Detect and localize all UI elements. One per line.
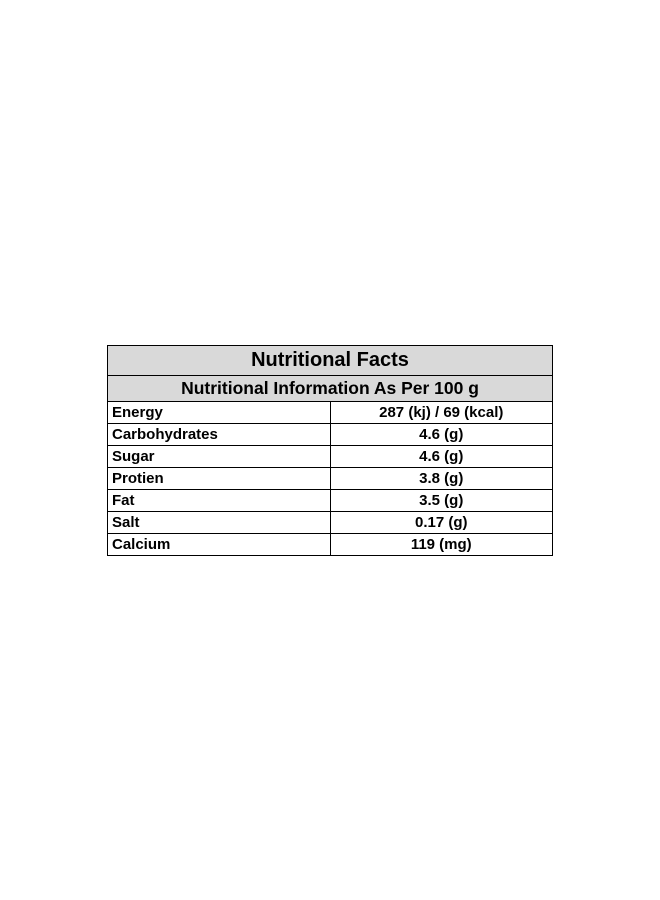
nutrient-value: 4.6 (g) bbox=[330, 424, 553, 446]
table-row bbox=[108, 534, 553, 556]
nutrient-label: Carbohydrates bbox=[108, 424, 331, 446]
table-title: Nutritional Facts bbox=[108, 346, 553, 376]
nutrient-label: Fat bbox=[108, 490, 331, 512]
title-row bbox=[108, 346, 553, 376]
table-row bbox=[108, 490, 553, 512]
subtitle-row bbox=[108, 376, 553, 402]
nutrient-label: Protien bbox=[108, 468, 331, 490]
table-row bbox=[108, 424, 553, 446]
nutrient-value: 287 (kj) / 69 (kcal) bbox=[330, 402, 553, 424]
table-subtitle: Nutritional Information As Per 100 g bbox=[108, 376, 553, 402]
nutrient-label: Salt bbox=[108, 512, 331, 534]
nutrient-label: Sugar bbox=[108, 446, 331, 468]
nutrient-value: 119 (mg) bbox=[330, 534, 553, 556]
nutrient-value: 3.5 (g) bbox=[330, 490, 553, 512]
table-row bbox=[108, 512, 553, 534]
table-row bbox=[108, 402, 553, 424]
nutrient-value: 4.6 (g) bbox=[330, 446, 553, 468]
nutrition-facts-table bbox=[107, 345, 553, 556]
nutrient-label: Energy bbox=[108, 402, 331, 424]
table-row bbox=[108, 468, 553, 490]
table-row bbox=[108, 446, 553, 468]
nutrient-value: 3.8 (g) bbox=[330, 468, 553, 490]
nutrient-value: 0.17 (g) bbox=[330, 512, 553, 534]
nutrient-label: Calcium bbox=[108, 534, 331, 556]
